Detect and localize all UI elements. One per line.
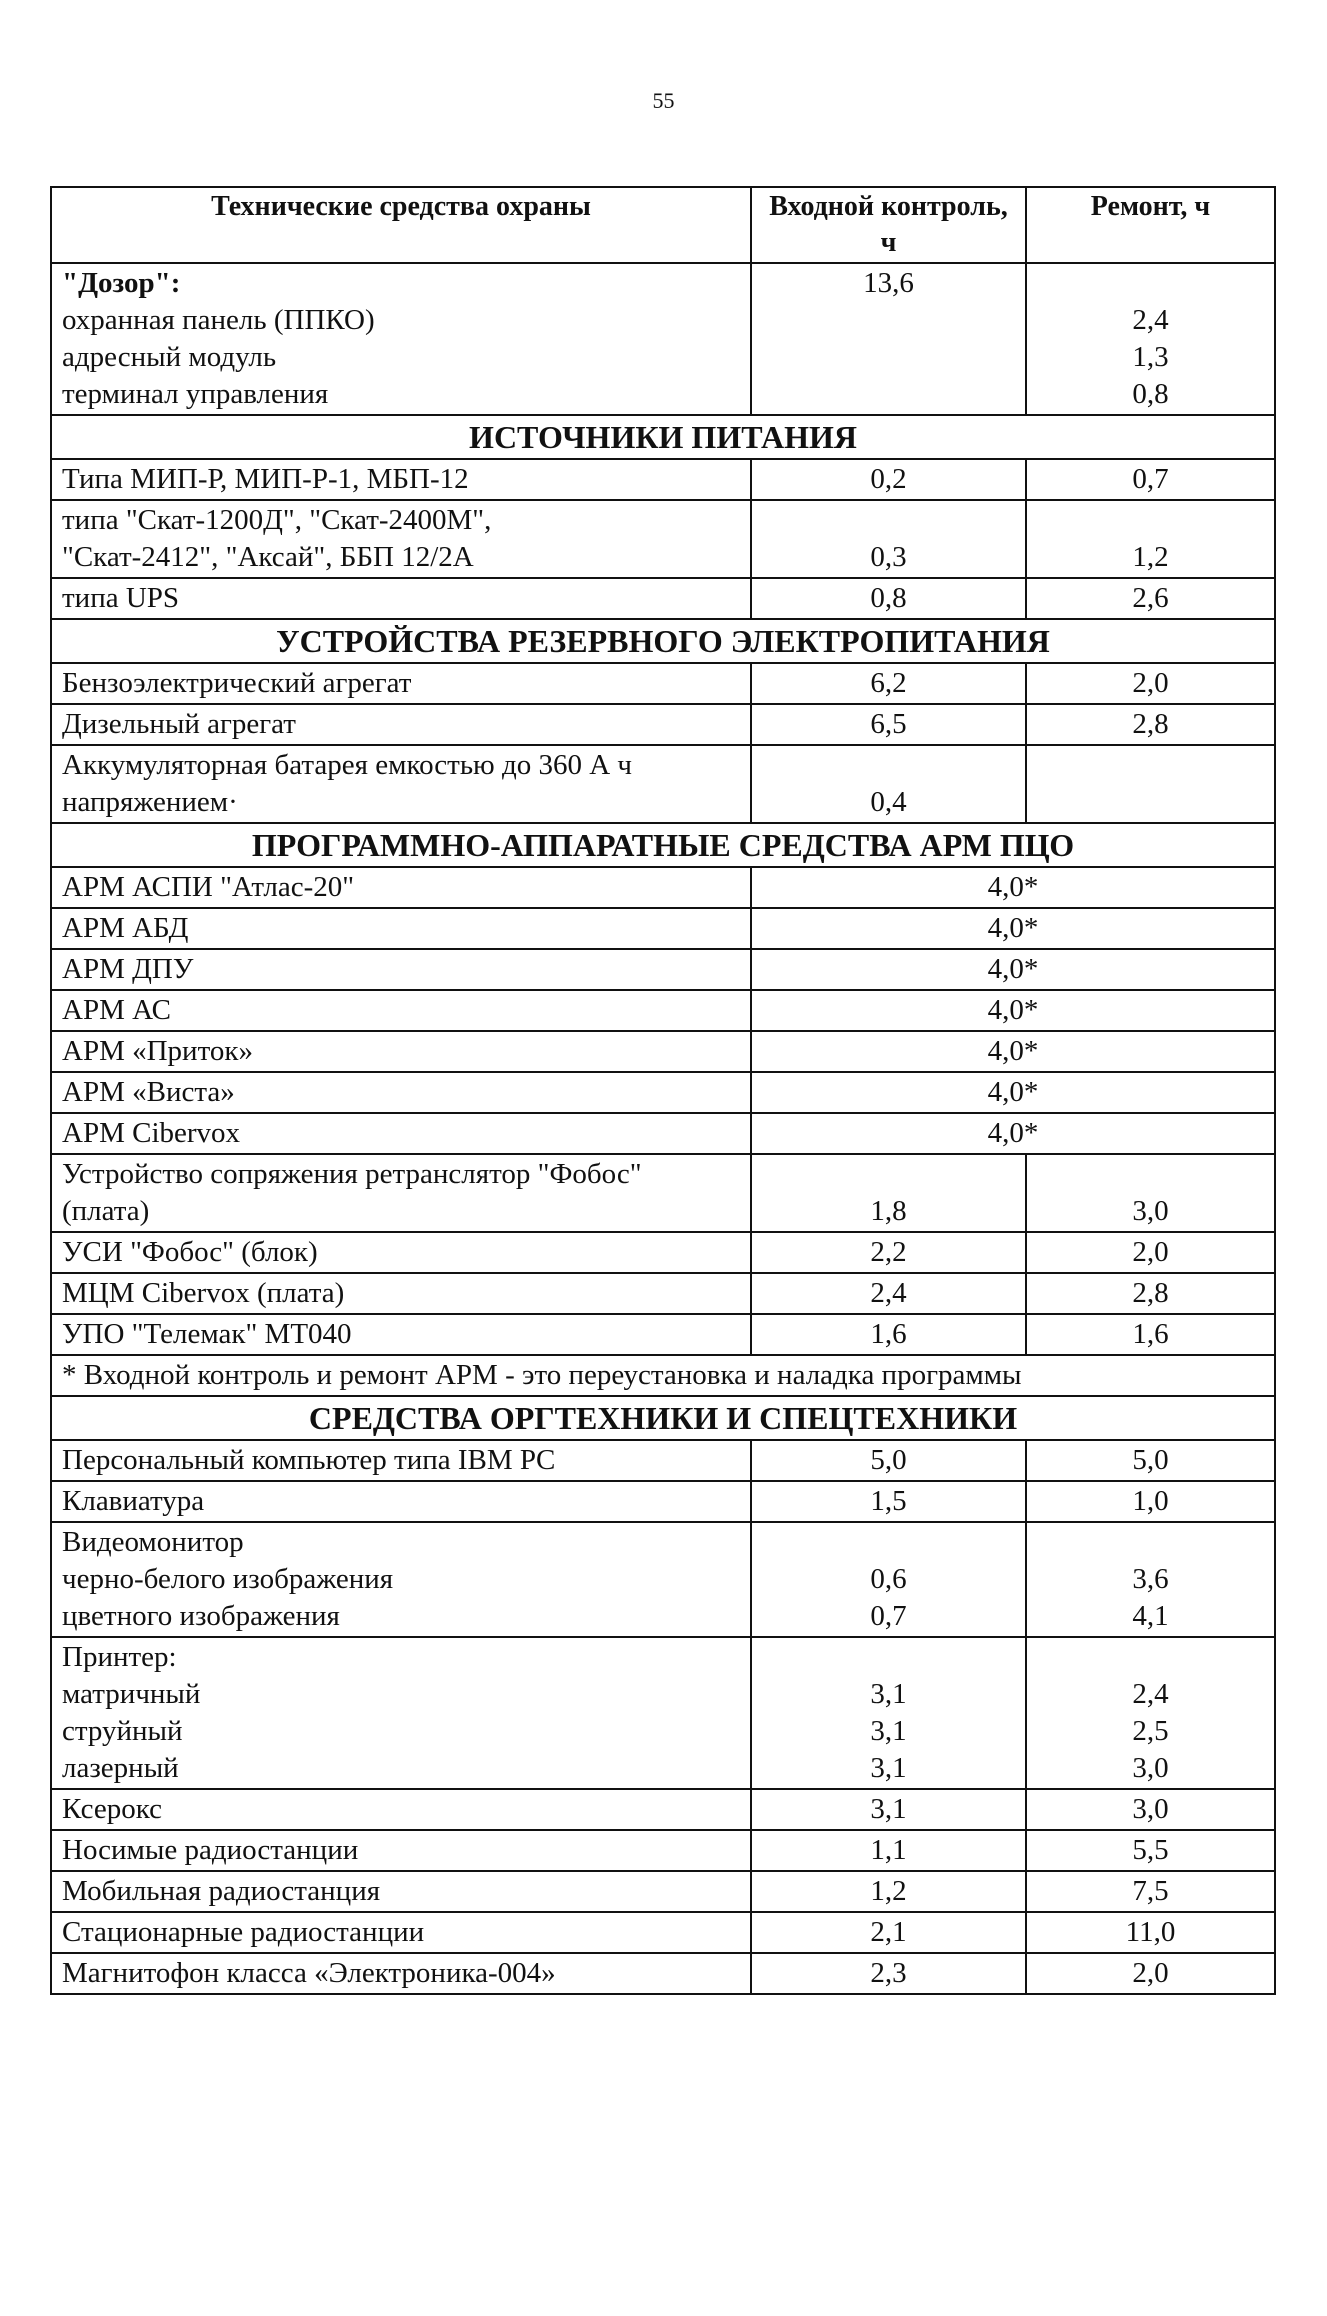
- repair-value: 11,0: [1125, 1916, 1176, 1948]
- repair-value: 7,5: [1132, 1875, 1169, 1907]
- row-name: [51, 1912, 751, 1953]
- arm-row: [51, 949, 1275, 990]
- group-title: Принтер:: [62, 1641, 177, 1673]
- row-input: [751, 1481, 1026, 1522]
- row-input: [751, 578, 1026, 619]
- row-repair: [1026, 1789, 1275, 1830]
- repair-value: 1,0: [1132, 1485, 1169, 1517]
- arm-row: [51, 1031, 1275, 1072]
- repair-value: 3,0: [1132, 1752, 1169, 1784]
- dozor-repair-value: 1,3: [1132, 341, 1169, 373]
- repair-value: 2,4: [1132, 1678, 1169, 1710]
- office-row: [51, 1830, 1275, 1871]
- row-repair: [1026, 1232, 1275, 1273]
- group-inputs: [751, 1522, 1026, 1637]
- power-row: [51, 459, 1275, 500]
- row-name-line: Носимые радиостанции: [62, 1834, 359, 1866]
- page-number: 55: [652, 88, 675, 113]
- input-value: 2,4: [870, 1277, 907, 1309]
- input-value: 6,2: [870, 667, 907, 699]
- power-section-row: [51, 415, 1275, 459]
- arm-name: АРМ АС: [51, 990, 751, 1031]
- repair-value: 2,8: [1132, 708, 1169, 740]
- empty-cell: [762, 502, 1015, 539]
- row-name-line: Типа МИП-Р, МИП-Р-1, МБП-12: [62, 463, 469, 495]
- row-name-line: типа UPS: [62, 582, 180, 614]
- row-repair: [1026, 459, 1275, 500]
- arm-name: АРМ ДПУ: [51, 949, 751, 990]
- input-value: 3,1: [870, 1793, 907, 1825]
- arm-value: 4,0*: [751, 1031, 1275, 1072]
- row-input: [751, 1871, 1026, 1912]
- row-name-line: Мобильная радиостанция: [62, 1875, 381, 1907]
- empty-cell: [1037, 502, 1264, 539]
- backup-row: [51, 704, 1275, 745]
- arm-value: 4,0*: [751, 990, 1275, 1031]
- row-input: [751, 1154, 1026, 1232]
- input-value: 3,1: [870, 1752, 907, 1784]
- dozor-item: охранная панель (ППКО): [62, 304, 375, 336]
- repair-value: 2,0: [1132, 1236, 1169, 1268]
- row-input: [751, 459, 1026, 500]
- row-name-line: напряжением·: [62, 786, 238, 818]
- row-repair: [1026, 1953, 1275, 1994]
- software-section-row: [51, 823, 1275, 867]
- input-value: 0,6: [870, 1563, 907, 1595]
- repair-value: 2,0: [1132, 667, 1169, 699]
- input-value: 0,4: [870, 786, 907, 818]
- group-names: [51, 1522, 751, 1637]
- row-name: [51, 1440, 751, 1481]
- dozor-input-value: 13,6: [863, 267, 914, 299]
- arm-value: 4,0*: [751, 908, 1275, 949]
- arm-name: АРМ Cibervox: [51, 1113, 751, 1154]
- arm-value: 4,0*: [751, 867, 1275, 908]
- empty-cell: [1037, 747, 1264, 784]
- row-name-line: Стационарные радиостанции: [62, 1916, 425, 1948]
- row-name: [51, 1830, 751, 1871]
- dozor-item: терминал управления: [62, 378, 329, 410]
- row-name: [51, 500, 751, 578]
- dozor-title: "Дозор":: [62, 267, 181, 299]
- row-name-line: Клавиатура: [62, 1485, 205, 1517]
- row-name: [51, 704, 751, 745]
- equipment-table: [50, 186, 1276, 1995]
- row-name-line: Бензоэлектрический агрегат: [62, 667, 412, 699]
- footnote-row: [51, 1355, 1275, 1396]
- row-name-line: Аккумуляторная батарея емкостью до 360 А ч: [62, 749, 633, 781]
- header-equipment: Технические средства охраны: [51, 187, 751, 263]
- dozor-repair-value: 0,8: [1132, 378, 1169, 410]
- empty-cell: [762, 1524, 1015, 1561]
- arm-name: АРМ «Виста»: [51, 1072, 751, 1113]
- row-input: [751, 1314, 1026, 1355]
- backup-section-row: [51, 619, 1275, 663]
- power-row: [51, 578, 1275, 619]
- arm-row: [51, 908, 1275, 949]
- repair-value: 3,0: [1132, 1793, 1169, 1825]
- backup-row: [51, 663, 1275, 704]
- input-value: 1,1: [870, 1834, 907, 1866]
- row-repair: [1026, 663, 1275, 704]
- repair-value: [1037, 784, 1264, 821]
- row-name: [51, 1789, 751, 1830]
- repair-value: 5,0: [1132, 1444, 1169, 1476]
- table-header-row: [51, 187, 1275, 263]
- office-row: [51, 1953, 1275, 1994]
- repair-value: 2,8: [1132, 1277, 1169, 1309]
- row-name: [51, 1871, 751, 1912]
- printer-row: [51, 1637, 1275, 1789]
- row-input: [751, 663, 1026, 704]
- row-name-line: Ксерокс: [62, 1793, 162, 1825]
- input-value: 0,2: [870, 463, 907, 495]
- arm-name: АРМ АСПИ "Атлас-20": [51, 867, 751, 908]
- arm-name: АРМ АБД: [51, 908, 751, 949]
- dozor-names: [51, 263, 751, 415]
- arm-row: [51, 1113, 1275, 1154]
- input-value: 2,3: [870, 1957, 907, 1989]
- empty-cell: [762, 1639, 1015, 1676]
- repair-value: 2,5: [1132, 1715, 1169, 1747]
- row-name: [51, 745, 751, 823]
- arm-row: [51, 867, 1275, 908]
- row-name-line: "Скат-2412", "Аксай", ББП 12/2А: [62, 541, 474, 573]
- software-section-title: ПРОГРАММНО-АППАРАТНЫЕ СРЕДСТВА АРМ ПЦО: [51, 823, 1275, 867]
- row-name: [51, 1314, 751, 1355]
- group-repairs: [1026, 1637, 1275, 1789]
- row-name-line: МЦМ Cibervox (плата): [62, 1277, 345, 1309]
- arm-row: [51, 1072, 1275, 1113]
- row-name: [51, 1273, 751, 1314]
- row-name-line: типа "Скат-1200Д", "Скат-2400М",: [62, 504, 492, 536]
- repair-value: 1,2: [1132, 541, 1169, 573]
- row-name: [51, 1154, 751, 1232]
- row-repair: [1026, 1481, 1275, 1522]
- row-input: [751, 1273, 1026, 1314]
- input-value: 5,0: [870, 1444, 907, 1476]
- group-item: лазерный: [62, 1752, 179, 1784]
- row-name: [51, 1481, 751, 1522]
- input-value: 1,8: [870, 1195, 907, 1227]
- group-repairs: [1026, 1522, 1275, 1637]
- input-value: 0,8: [870, 582, 907, 614]
- row-input: [751, 745, 1026, 823]
- input-value: 1,2: [870, 1875, 907, 1907]
- empty-cell: [762, 1156, 1015, 1193]
- office-row: [51, 1871, 1275, 1912]
- repair-value: 4,1: [1132, 1600, 1169, 1632]
- row-repair: [1026, 1830, 1275, 1871]
- row-input: [751, 1912, 1026, 1953]
- row-input: [751, 704, 1026, 745]
- row-input: [751, 1953, 1026, 1994]
- input-value: 0,3: [870, 541, 907, 573]
- row-input: [751, 1789, 1026, 1830]
- input-value: 0,7: [870, 1600, 907, 1632]
- row-repair: [1026, 578, 1275, 619]
- row-repair: [1026, 745, 1275, 823]
- header-repair: Ремонт, ч: [1026, 187, 1275, 263]
- office-row: [51, 1912, 1275, 1953]
- group-item: струйный: [62, 1715, 183, 1747]
- office-section-row: [51, 1396, 1275, 1440]
- input-value: 1,5: [870, 1485, 907, 1517]
- input-value: 3,1: [870, 1715, 907, 1747]
- device-row: [51, 1154, 1275, 1232]
- row-input: [751, 1440, 1026, 1481]
- row-name-line: УПО "Телемак" МТ040: [62, 1318, 352, 1350]
- power-section-title: ИСТОЧНИКИ ПИТАНИЯ: [51, 415, 1275, 459]
- input-value: 2,1: [870, 1916, 907, 1948]
- row-name-line: (плата): [62, 1195, 150, 1227]
- input-value: 6,5: [870, 708, 907, 740]
- repair-value: 0,7: [1132, 463, 1169, 495]
- dozor-repairs: [1026, 263, 1275, 415]
- row-name-line: Устройство сопряжения ретранслятор "Фобос": [62, 1158, 642, 1190]
- dozor-item: адресный модуль: [62, 341, 277, 373]
- group-inputs: [751, 1637, 1026, 1789]
- arm-name: АРМ «Приток»: [51, 1031, 751, 1072]
- empty-cell: [762, 747, 1015, 784]
- row-repair: [1026, 1154, 1275, 1232]
- row-repair: [1026, 1273, 1275, 1314]
- group-item: матричный: [62, 1678, 201, 1710]
- row-repair: [1026, 704, 1275, 745]
- row-input: [751, 1830, 1026, 1871]
- input-value: 2,2: [870, 1236, 907, 1268]
- arm-value: 4,0*: [751, 1113, 1275, 1154]
- office-row: [51, 1481, 1275, 1522]
- row-repair: [1026, 1912, 1275, 1953]
- empty-cell: [1037, 1524, 1264, 1561]
- footnote: * Входной контроль и ремонт АРМ - это переустановка и наладка программы: [51, 1355, 1275, 1396]
- power-row: [51, 500, 1275, 578]
- row-name-line: Дизельный агрегат: [62, 708, 296, 740]
- row-name: [51, 459, 751, 500]
- group-item: цветного изображения: [62, 1600, 340, 1632]
- backup-row: [51, 745, 1275, 823]
- repair-value: 2,6: [1132, 582, 1169, 614]
- row-name: [51, 1232, 751, 1273]
- dozor-input: [751, 263, 1026, 415]
- row-name: [51, 578, 751, 619]
- row-input: [751, 1232, 1026, 1273]
- table-body: [51, 263, 1275, 1994]
- empty-cell: [1037, 1639, 1264, 1676]
- input-value: 3,1: [870, 1678, 907, 1710]
- row-repair: [1026, 1314, 1275, 1355]
- empty-cell: [1037, 265, 1264, 302]
- repair-value: 1,6: [1132, 1318, 1169, 1350]
- monitor-row: [51, 1522, 1275, 1637]
- empty-cell: [1037, 1156, 1264, 1193]
- office-section-title: СРЕДСТВА ОРГТЕХНИКИ И СПЕЦТЕХНИКИ: [51, 1396, 1275, 1440]
- group-item: черно-белого изображения: [62, 1563, 394, 1595]
- row-name: [51, 663, 751, 704]
- arm-value: 4,0*: [751, 949, 1275, 990]
- device-row: [51, 1232, 1275, 1273]
- row-repair: [1026, 1440, 1275, 1481]
- row-name-line: Персональный компьютер типа IBM PC: [62, 1444, 556, 1476]
- header-input-control: Входной контроль, ч: [751, 187, 1026, 263]
- row-repair: [1026, 500, 1275, 578]
- office-row: [51, 1789, 1275, 1830]
- input-value: 1,6: [870, 1318, 907, 1350]
- repair-value: 3,0: [1132, 1195, 1169, 1227]
- repair-value: 2,0: [1132, 1957, 1169, 1989]
- row-repair: [1026, 1871, 1275, 1912]
- office-row: [51, 1440, 1275, 1481]
- row-name: [51, 1953, 751, 1994]
- row-name-line: Магнитофон класса «Электроника-004»: [62, 1957, 556, 1989]
- arm-row: [51, 990, 1275, 1031]
- row-input: [751, 500, 1026, 578]
- group-names: [51, 1637, 751, 1789]
- repair-value: 3,6: [1132, 1563, 1169, 1595]
- dozor-repair-value: 2,4: [1132, 304, 1169, 336]
- repair-value: 5,5: [1132, 1834, 1169, 1866]
- device-row: [51, 1273, 1275, 1314]
- backup-section-title: УСТРОЙСТВА РЕЗЕРВНОГО ЭЛЕКТРОПИТАНИЯ: [51, 619, 1275, 663]
- row-name-line: УСИ "Фобос" (блок): [62, 1236, 318, 1268]
- dozor-row: [51, 263, 1275, 415]
- arm-value: 4,0*: [751, 1072, 1275, 1113]
- device-row: [51, 1314, 1275, 1355]
- group-title: Видеомонитор: [62, 1526, 244, 1558]
